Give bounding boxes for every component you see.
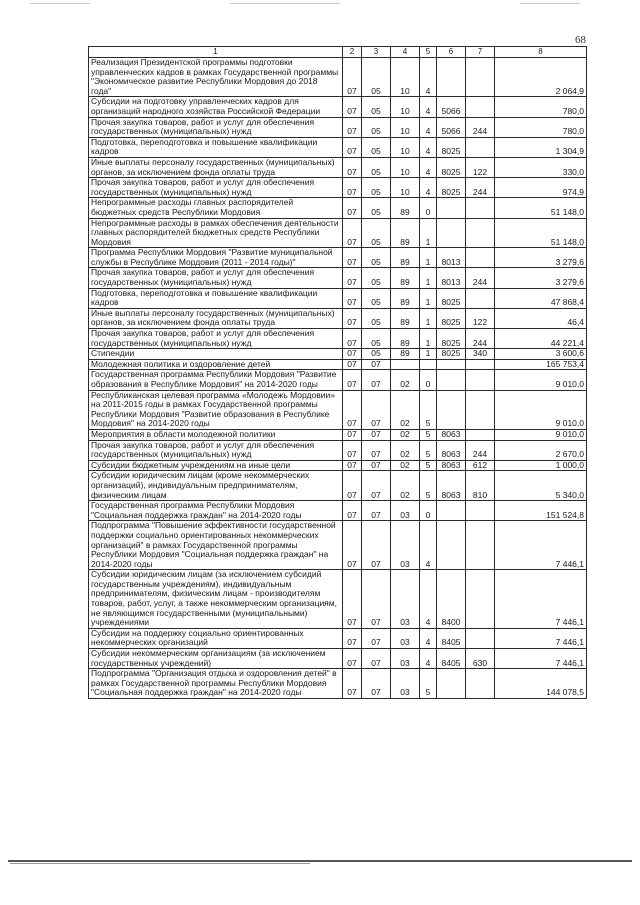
table-header-row <box>89 47 587 58</box>
direction-code-cell: 8025 <box>437 349 466 360</box>
expense-type-cell: 630 <box>466 649 495 669</box>
direction-code-cell: 8025 <box>437 157 466 177</box>
subsection-code-cell: 07 <box>362 390 391 429</box>
scan-edge-top <box>30 3 90 4</box>
row-name-cell: Прочая закупка товаров, работ и услуг для обеспечения государственных (муниципальных) нужд <box>89 440 343 460</box>
row-name-cell: Государственная программа Республики Мордовия "Развитие образования в Республике Мордовия" на 2014-2020 годы <box>89 370 343 390</box>
subprogram-code-cell: 1 <box>420 248 437 268</box>
direction-code-cell: 8025 <box>437 308 466 328</box>
table-row <box>89 117 587 137</box>
direction-code-cell: 8063 <box>437 471 466 501</box>
table-row <box>89 669 587 699</box>
row-name-cell: Прочая закупка товаров, работ и услуг для обеспечения государственных (муниципальных) нужд <box>89 329 343 349</box>
amount-cell: 780,0 <box>495 117 587 137</box>
row-name-cell: Субсидии на поддержку социально ориентированных некоммерческих организаций <box>89 628 343 648</box>
subprogram-code-cell: 5 <box>420 429 437 440</box>
expense-type-cell: 244 <box>466 178 495 198</box>
amount-cell: 5 340,0 <box>495 471 587 501</box>
row-name-cell: Стипендии <box>89 349 343 360</box>
subprogram-code-cell: 5 <box>420 669 437 699</box>
subprogram-code-cell: 4 <box>420 58 437 97</box>
row-name-cell: Подготовка, переподготовка и повышение квалификации кадров <box>89 288 343 308</box>
expense-type-cell <box>466 97 495 117</box>
subprogram-code-cell: 5 <box>420 440 437 460</box>
row-name-cell: Республиканская целевая программа «Молодежь Мордовии» на 2011-2015 годы в рамках Государственной программы Республики Мордовия "Развитие образования в Республике Мордовия" на 2014-2020 годы <box>89 390 343 429</box>
subsection-code-cell: 05 <box>362 218 391 248</box>
direction-code-cell <box>437 218 466 248</box>
direction-code-cell: 8013 <box>437 268 466 288</box>
table-row <box>89 97 587 117</box>
amount-cell: 7 446,1 <box>495 521 587 570</box>
program-code-cell: 89 <box>391 198 420 218</box>
section-code-cell: 07 <box>343 570 362 629</box>
subprogram-code-cell: 5 <box>420 471 437 501</box>
program-code-cell: 89 <box>391 349 420 360</box>
amount-cell: 3 279,6 <box>495 248 587 268</box>
subsection-code-cell: 07 <box>362 460 391 471</box>
subsection-code-cell: 05 <box>362 349 391 360</box>
section-code-cell: 07 <box>343 248 362 268</box>
scan-edge-top <box>230 3 340 4</box>
program-code-cell: 02 <box>391 460 420 471</box>
direction-code-cell: 8063 <box>437 429 466 440</box>
direction-code-cell: 5066 <box>437 117 466 137</box>
subsection-code-cell: 07 <box>362 501 391 521</box>
subprogram-code-cell: 5 <box>420 460 437 471</box>
section-code-cell: 07 <box>343 460 362 471</box>
program-code-cell: 03 <box>391 669 420 699</box>
section-code-cell: 07 <box>343 178 362 198</box>
page-number: 68 <box>575 34 586 46</box>
expense-type-cell <box>466 370 495 390</box>
row-name-cell: Мероприятия в области молодежной политики <box>89 429 343 440</box>
subprogram-code-cell: 1 <box>420 329 437 349</box>
expense-type-cell: 244 <box>466 440 495 460</box>
subsection-code-cell: 07 <box>362 669 391 699</box>
column-header: 2 <box>343 47 362 58</box>
subprogram-code-cell: 0 <box>420 370 437 390</box>
amount-cell: 46,4 <box>495 308 587 328</box>
subprogram-code-cell: 4 <box>420 649 437 669</box>
section-code-cell: 07 <box>343 117 362 137</box>
row-name-cell: Программа Республики Мордовия "Развитие муниципальной службы в Республике Мордовия (2011 - 2014 годы)" <box>89 248 343 268</box>
table-row <box>89 359 587 370</box>
program-code-cell: 02 <box>391 370 420 390</box>
subsection-code-cell: 07 <box>362 521 391 570</box>
subsection-code-cell: 05 <box>362 329 391 349</box>
program-code-cell: 02 <box>391 390 420 429</box>
amount-cell: 1 000,0 <box>495 460 587 471</box>
program-code-cell: 89 <box>391 288 420 308</box>
column-header: 3 <box>362 47 391 58</box>
subsection-code-cell: 07 <box>362 359 391 370</box>
direction-code-cell: 8025 <box>437 178 466 198</box>
subprogram-code-cell: 4 <box>420 628 437 648</box>
program-code-cell: 89 <box>391 248 420 268</box>
subprogram-code-cell: 1 <box>420 308 437 328</box>
table-row <box>89 218 587 248</box>
amount-cell: 974,9 <box>495 178 587 198</box>
section-code-cell: 07 <box>343 628 362 648</box>
column-header: 1 <box>89 47 343 58</box>
amount-cell: 9 010,0 <box>495 429 587 440</box>
expense-type-cell: 244 <box>466 117 495 137</box>
expense-type-cell <box>466 218 495 248</box>
table-row <box>89 521 587 570</box>
column-header: 5 <box>420 47 437 58</box>
subsection-code-cell: 05 <box>362 268 391 288</box>
expense-type-cell <box>466 570 495 629</box>
program-code-cell: 10 <box>391 58 420 97</box>
row-name-cell: Иные выплаты персоналу государственных (муниципальных) органов, за исключением фонда оплаты труда <box>89 157 343 177</box>
table-row <box>89 329 587 349</box>
program-code-cell: 10 <box>391 157 420 177</box>
direction-code-cell: 5066 <box>437 97 466 117</box>
direction-code-cell <box>437 370 466 390</box>
expense-type-cell: 810 <box>466 471 495 501</box>
program-code-cell: 03 <box>391 570 420 629</box>
direction-code-cell: 8025 <box>437 137 466 157</box>
section-code-cell: 07 <box>343 58 362 97</box>
row-name-cell: Иные выплаты персоналу государственных (муниципальных) органов, за исключением фонда оплаты труда <box>89 308 343 328</box>
column-header: 4 <box>391 47 420 58</box>
column-header: 7 <box>466 47 495 58</box>
section-code-cell: 07 <box>343 137 362 157</box>
direction-code-cell <box>437 359 466 370</box>
direction-code-cell <box>437 198 466 218</box>
table-row <box>89 178 587 198</box>
table-body <box>89 58 587 699</box>
row-name-cell: Субсидии бюджетным учреждениям на иные цели <box>89 460 343 471</box>
table-row <box>89 440 587 460</box>
row-name-cell: Реализация Президентской программы подготовки управленческих кадров в рамках Государственной программы "Экономическое развитие Республики Мордовия до 2018 года" <box>89 58 343 97</box>
amount-cell: 47 868,4 <box>495 288 587 308</box>
subsection-code-cell: 07 <box>362 370 391 390</box>
subsection-code-cell: 05 <box>362 58 391 97</box>
section-code-cell: 07 <box>343 329 362 349</box>
amount-cell: 3 600,6 <box>495 349 587 360</box>
column-header: 6 <box>437 47 466 58</box>
section-code-cell: 07 <box>343 649 362 669</box>
section-code-cell: 07 <box>343 501 362 521</box>
amount-cell: 7 446,1 <box>495 628 587 648</box>
program-code-cell: 02 <box>391 429 420 440</box>
expense-type-cell <box>466 628 495 648</box>
expense-type-cell: 122 <box>466 157 495 177</box>
column-header: 8 <box>495 47 587 58</box>
program-code-cell: 10 <box>391 97 420 117</box>
amount-cell: 44 221,4 <box>495 329 587 349</box>
amount-cell: 9 010,0 <box>495 390 587 429</box>
subprogram-code-cell: 0 <box>420 501 437 521</box>
section-code-cell: 07 <box>343 669 362 699</box>
expense-type-cell <box>466 248 495 268</box>
subprogram-code-cell: 4 <box>420 521 437 570</box>
amount-cell: 780,0 <box>495 97 587 117</box>
row-name-cell: Подпрограмма "Организация отдыха и оздоровления детей" в рамках Государственной программы Республики Мордовия "Социальная поддержка граждан" на 2014-2020 годы <box>89 669 343 699</box>
program-code-cell <box>391 359 420 370</box>
row-name-cell: Подготовка, переподготовка и повышение квалификации кадров <box>89 137 343 157</box>
subsection-code-cell: 05 <box>362 157 391 177</box>
section-code-cell: 07 <box>343 349 362 360</box>
section-code-cell: 07 <box>343 97 362 117</box>
direction-code-cell: 8405 <box>437 649 466 669</box>
program-code-cell: 10 <box>391 178 420 198</box>
expense-type-cell <box>466 501 495 521</box>
program-code-cell: 10 <box>391 117 420 137</box>
program-code-cell: 02 <box>391 471 420 501</box>
table-row <box>89 460 587 471</box>
section-code-cell: 07 <box>343 440 362 460</box>
amount-cell: 2 064,9 <box>495 58 587 97</box>
amount-cell: 7 446,1 <box>495 570 587 629</box>
direction-code-cell: 8025 <box>437 329 466 349</box>
table-row <box>89 649 587 669</box>
scan-edge-bottom <box>10 863 310 864</box>
section-code-cell: 07 <box>343 218 362 248</box>
expense-type-cell <box>466 58 495 97</box>
table-row <box>89 390 587 429</box>
expense-type-cell <box>466 429 495 440</box>
amount-cell: 9 010,0 <box>495 370 587 390</box>
program-code-cell: 89 <box>391 308 420 328</box>
row-name-cell: Подпрограмма "Повышение эффективности государственной поддержки социально ориентированных некоммерческих организаций" в рамках Государственной программы Республики Мордовия "Социальная поддержка граждан" на 2014-2020 годы <box>89 521 343 570</box>
program-code-cell: 89 <box>391 329 420 349</box>
budget-table <box>88 46 587 699</box>
section-code-cell: 07 <box>343 288 362 308</box>
scan-edge-top <box>520 3 580 4</box>
subsection-code-cell: 07 <box>362 440 391 460</box>
row-name-cell: Прочая закупка товаров, работ и услуг для обеспечения государственных (муниципальных) нужд <box>89 117 343 137</box>
table-row <box>89 198 587 218</box>
section-code-cell: 07 <box>343 390 362 429</box>
program-code-cell: 10 <box>391 137 420 157</box>
row-name-cell: Прочая закупка товаров, работ и услуг для обеспечения государственных (муниципальных) нужд <box>89 268 343 288</box>
direction-code-cell: 8025 <box>437 288 466 308</box>
direction-code-cell: 8063 <box>437 440 466 460</box>
section-code-cell: 07 <box>343 370 362 390</box>
table-row <box>89 429 587 440</box>
subsection-code-cell: 07 <box>362 649 391 669</box>
table-row <box>89 349 587 360</box>
table-row <box>89 628 587 648</box>
subprogram-code-cell: 1 <box>420 268 437 288</box>
subprogram-code-cell: 4 <box>420 117 437 137</box>
section-code-cell: 07 <box>343 308 362 328</box>
expense-type-cell <box>466 521 495 570</box>
subprogram-code-cell: 4 <box>420 178 437 198</box>
subprogram-code-cell: 4 <box>420 97 437 117</box>
table-row <box>89 58 587 97</box>
subsection-code-cell: 07 <box>362 471 391 501</box>
subprogram-code-cell: 1 <box>420 218 437 248</box>
expense-type-cell <box>466 359 495 370</box>
table-row <box>89 248 587 268</box>
section-code-cell: 07 <box>343 359 362 370</box>
subsection-code-cell: 05 <box>362 308 391 328</box>
expense-type-cell <box>466 288 495 308</box>
direction-code-cell: 8013 <box>437 248 466 268</box>
row-name-cell: Непрограммные расходы главных распорядителей бюджетных средств Республики Мордовия <box>89 198 343 218</box>
table-row <box>89 570 587 629</box>
row-name-cell: Молодежная политика и оздоровление детей <box>89 359 343 370</box>
expense-type-cell <box>466 137 495 157</box>
subsection-code-cell: 07 <box>362 628 391 648</box>
table-row <box>89 288 587 308</box>
expense-type-cell: 244 <box>466 268 495 288</box>
row-name-cell: Субсидии некоммерческим организациям (за исключением государственных учреждений) <box>89 649 343 669</box>
program-code-cell: 89 <box>391 218 420 248</box>
section-code-cell: 07 <box>343 471 362 501</box>
subprogram-code-cell: 5 <box>420 390 437 429</box>
table-row <box>89 157 587 177</box>
program-code-cell: 03 <box>391 649 420 669</box>
subsection-code-cell: 05 <box>362 117 391 137</box>
expense-type-cell: 612 <box>466 460 495 471</box>
section-code-cell: 07 <box>343 429 362 440</box>
expense-type-cell <box>466 390 495 429</box>
program-code-cell: 03 <box>391 521 420 570</box>
row-name-cell: Прочая закупка товаров, работ и услуг для обеспечения государственных (муниципальных) нужд <box>89 178 343 198</box>
amount-cell: 165 753,4 <box>495 359 587 370</box>
subprogram-code-cell: 0 <box>420 198 437 218</box>
table-row <box>89 137 587 157</box>
subprogram-code-cell: 1 <box>420 349 437 360</box>
subsection-code-cell: 05 <box>362 248 391 268</box>
subsection-code-cell: 05 <box>362 137 391 157</box>
expense-type-cell <box>466 669 495 699</box>
table-row <box>89 501 587 521</box>
amount-cell: 144 078,5 <box>495 669 587 699</box>
scan-edge-bottom <box>8 860 632 862</box>
table-row <box>89 370 587 390</box>
amount-cell: 51 148,0 <box>495 198 587 218</box>
direction-code-cell: 8405 <box>437 628 466 648</box>
direction-code-cell <box>437 501 466 521</box>
row-name-cell: Государственная программа Республики Мордовия "Социальная поддержка граждан" на 2014-2020 годы <box>89 501 343 521</box>
subsection-code-cell: 05 <box>362 288 391 308</box>
amount-cell: 2 670,0 <box>495 440 587 460</box>
amount-cell: 1 304,9 <box>495 137 587 157</box>
section-code-cell: 07 <box>343 157 362 177</box>
table-row <box>89 308 587 328</box>
row-name-cell: Субсидии юридическим лицам (за исключением субсидий государственным учреждениям), индивидуальным предпринимателям, физическим лицам - производителям товаров, работ, услуг, а также некоммерческим организациям, не являющимся государственными (муниципальными) учреждениями <box>89 570 343 629</box>
section-code-cell: 07 <box>343 198 362 218</box>
direction-code-cell <box>437 390 466 429</box>
subprogram-code-cell: 4 <box>420 157 437 177</box>
direction-code-cell <box>437 521 466 570</box>
amount-cell: 330,0 <box>495 157 587 177</box>
direction-code-cell <box>437 669 466 699</box>
row-name-cell: Непрограммные расходы в рамках обеспечения деятельности главных распорядителей бюджетных средств Республики Мордовия <box>89 218 343 248</box>
row-name-cell: Субсидии на подготовку управленческих кадров для организаций народного хозяйства Российской Федерации <box>89 97 343 117</box>
amount-cell: 7 446,1 <box>495 649 587 669</box>
program-code-cell: 02 <box>391 440 420 460</box>
program-code-cell: 03 <box>391 628 420 648</box>
direction-code-cell <box>437 58 466 97</box>
subprogram-code-cell: 1 <box>420 288 437 308</box>
subsection-code-cell: 05 <box>362 178 391 198</box>
direction-code-cell: 8063 <box>437 460 466 471</box>
subsection-code-cell: 05 <box>362 97 391 117</box>
subsection-code-cell: 05 <box>362 198 391 218</box>
subprogram-code-cell: 4 <box>420 570 437 629</box>
subsection-code-cell: 07 <box>362 570 391 629</box>
program-code-cell: 03 <box>391 501 420 521</box>
table-row <box>89 471 587 501</box>
row-name-cell: Субсидии юридическим лицам (кроме некоммерческих организаций), индивидуальным предпринимателям, физическим лицам <box>89 471 343 501</box>
expense-type-cell <box>466 198 495 218</box>
amount-cell: 3 279,6 <box>495 268 587 288</box>
amount-cell: 51 148,0 <box>495 218 587 248</box>
subsection-code-cell: 07 <box>362 429 391 440</box>
expense-type-cell: 340 <box>466 349 495 360</box>
section-code-cell: 07 <box>343 268 362 288</box>
amount-cell: 151 524,8 <box>495 501 587 521</box>
expense-type-cell: 122 <box>466 308 495 328</box>
table-row <box>89 268 587 288</box>
subprogram-code-cell <box>420 359 437 370</box>
expense-type-cell: 244 <box>466 329 495 349</box>
section-code-cell: 07 <box>343 521 362 570</box>
subprogram-code-cell: 4 <box>420 137 437 157</box>
program-code-cell: 89 <box>391 268 420 288</box>
direction-code-cell: 8400 <box>437 570 466 629</box>
